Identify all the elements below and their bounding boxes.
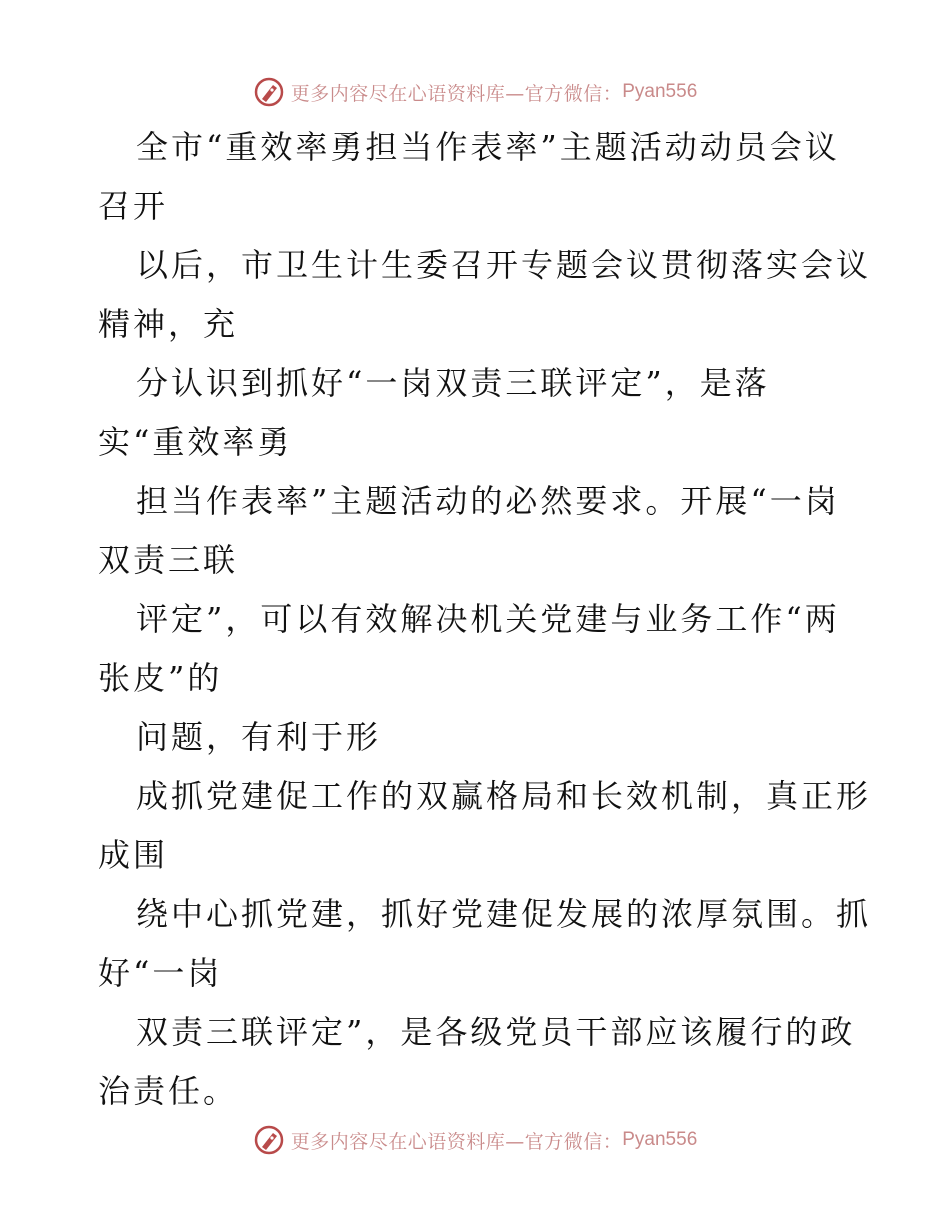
paragraph-line: 双责三联 [98,541,239,579]
pen-nib-logo-icon [253,76,285,108]
paragraph-line: 问题，有利于形 [136,718,382,756]
paragraph [98,1003,858,1121]
paragraph-line: 张皮”的 [98,659,223,697]
paragraph-line: 好“一岗 [98,954,223,992]
paragraph-line: 召开 [98,187,169,225]
paragraph-line: 治责任。 [98,1072,239,1110]
watermark-wechat-id: Pyan556 [622,1129,698,1150]
watermark-footer [0,1120,950,1160]
paragraph [98,118,858,236]
watermark-text: 更多内容尽在心语资料库—官方微信： [290,1130,623,1153]
paragraph [98,885,872,1003]
watermark-text: 更多内容尽在心语资料库—官方微信： [290,82,623,105]
document-body [98,118,872,1121]
watermark-header [0,72,950,112]
paragraph-line: 分认识到抓好“一岗双责三联评定”，是落 [136,364,770,402]
paragraph-line: 担当作表率”主题活动的必然要求。开展“一岗 [136,482,840,520]
paragraph-line: 实“重效率勇 [98,423,293,461]
paragraph-line: 成抓党建促工作的双赢格局和长效机制，真正形 [136,777,872,815]
paragraph [98,708,858,767]
paragraph [98,590,858,708]
pen-nib-logo-icon [253,1124,285,1156]
paragraph [98,354,858,472]
watermark-wechat-id: Pyan556 [622,81,698,102]
paragraph-line: 以后，市卫生计生委召开专题会议贯彻落实会议 [136,246,872,284]
paragraph-line: 双责三联评定”，是各级党员干部应该履行的政 [136,1013,856,1051]
paragraph-line: 精神，充 [98,305,239,343]
paragraph [98,472,858,590]
paragraph-line: 成围 [98,836,169,874]
paragraph [98,236,872,354]
paragraph-line: 绕中心抓党建，抓好党建促发展的浓厚氛围。抓 [136,895,872,933]
paragraph-line: 全市“重效率勇担当作表率”主题活动动员会议 [136,128,840,166]
paragraph-line: 评定”，可以有效解决机关党建与业务工作“两 [136,600,840,638]
paragraph [98,767,872,885]
